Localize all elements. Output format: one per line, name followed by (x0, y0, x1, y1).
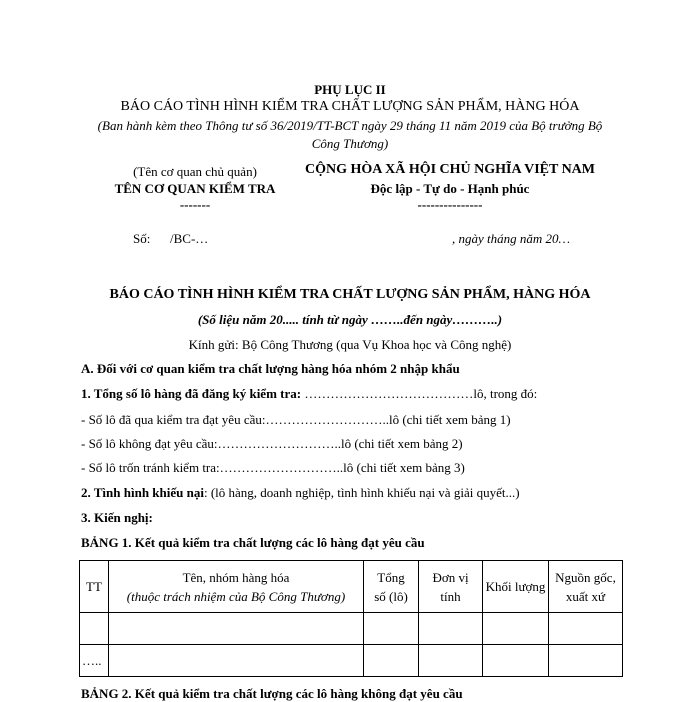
inspection-agency-name: TÊN CƠ QUAN KIỂM TRA (114, 181, 276, 196)
appendix-title: PHỤ LỤC II (314, 82, 386, 97)
header-weight: Khối lượng (483, 561, 549, 613)
national-title: CỘNG HÒA XÃ HỘI CHỦ NGHĨA VIỆT NAM (304, 162, 595, 177)
table1 (79, 560, 623, 677)
parent-agency-label: (Tên cơ quan chủ quản) (133, 164, 257, 179)
table-header-row (80, 561, 623, 613)
table-cell (419, 613, 483, 645)
left-header-rule: ------- (179, 197, 211, 212)
recipient-line: Kính gửi: Bộ Công Thương (qua Vụ Khoa học và Công nghệ) (188, 337, 512, 352)
table-row (80, 613, 623, 645)
table2-title: BẢNG 2. Kết quả kiểm tra chất lượng các lô hàng không đạt yêu cầu (81, 686, 463, 701)
report-title: BÁO CÁO TÌNH HÌNH KIỂM TRA CHẤT LƯỢNG SẢN PHẨM, HÀNG HÓA (109, 287, 591, 302)
report-period: (Số liệu năm 20..... tính từ ngày ……..đến ngày………..) (197, 312, 503, 327)
header-origin-line2: xuất xứ (565, 588, 606, 604)
header-total-lots-line2: số (lô) (374, 588, 408, 604)
issued-note-line1: (Ban hành kèm theo Thông tư số 36/2019/TT-BCT ngày 29 tháng 11 năm 2019 của Bộ trưởng Bộ (97, 118, 603, 133)
header-total-lots (364, 561, 419, 613)
appendix-report-title: BÁO CÁO TÌNH HÌNH KIỂM TRA CHẤT LƯỢNG SẢN PHẨM, HÀNG HÓA (120, 99, 580, 114)
table-cell (483, 645, 549, 677)
header-goods-name-line1: Tên, nhóm hàng hóa (182, 569, 290, 585)
table-cell: ….. (80, 645, 109, 677)
table-cell (80, 613, 109, 645)
doc-date-line: , ngày tháng năm 20… (452, 231, 571, 246)
bullet-evaded: - Số lô trốn tránh kiểm tra:………………………..lô (chi tiết xem bảng 3) (81, 460, 465, 475)
bullet-failed: - Số lô không đạt yêu cầu:………………………..lô (chi tiết xem bảng 2) (81, 436, 463, 451)
item2-rest: : (lô hàng, doanh nghiệp, tình hình khiếu nại và giải quyết...) (203, 485, 520, 500)
item3-heading: 3. Kiến nghị: (81, 510, 153, 525)
national-motto: Độc lập - Tự do - Hạnh phúc (370, 181, 530, 196)
table-row (80, 645, 623, 677)
section-a-heading: A. Đối với cơ quan kiểm tra chất lượng hàng hóa nhóm 2 nhập khẩu (81, 361, 460, 376)
header-origin (549, 561, 623, 613)
item2-line (81, 485, 520, 501)
table-cell (549, 645, 623, 677)
header-origin-line1: Nguồn gốc, (555, 569, 616, 585)
table-cell (419, 645, 483, 677)
bullet-passed: - Số lô đã qua kiểm tra đạt yêu cầu:………………………..lô (chi tiết xem bảng 1) (81, 412, 511, 427)
table-cell (549, 613, 623, 645)
table-cell (364, 613, 419, 645)
item1-label: 1. Tổng số lô hàng đã đăng ký kiểm tra: (81, 386, 302, 401)
table-cell (109, 645, 364, 677)
header-goods-name-line2: (thuộc trách nhiệm của Bộ Công Thương) (126, 588, 346, 604)
header-tt: TT (80, 561, 109, 613)
doc-number-value: /BC-… (170, 231, 209, 246)
doc-number-label: Số: (133, 231, 151, 246)
header-unit-line1: Đơn vị (432, 569, 469, 585)
table-cell (483, 613, 549, 645)
table1-title: BẢNG 1. Kết quả kiểm tra chất lượng các lô hàng đạt yêu cầu (81, 535, 425, 550)
issued-note-line2: Công Thương) (311, 136, 389, 151)
table-cell (364, 645, 419, 677)
header-total-lots-line1: Tổng (377, 569, 405, 585)
item1-line (81, 386, 537, 402)
table-cell (109, 613, 364, 645)
right-header-rule: --------------- (417, 197, 483, 212)
header-unit-line2: tính (440, 588, 461, 604)
item2-label: 2. Tình hình khiếu nại (81, 485, 204, 500)
header-unit (419, 561, 483, 613)
item1-rest: …………………………………lô, trong đó: (301, 386, 538, 401)
header-goods-name (109, 561, 364, 613)
